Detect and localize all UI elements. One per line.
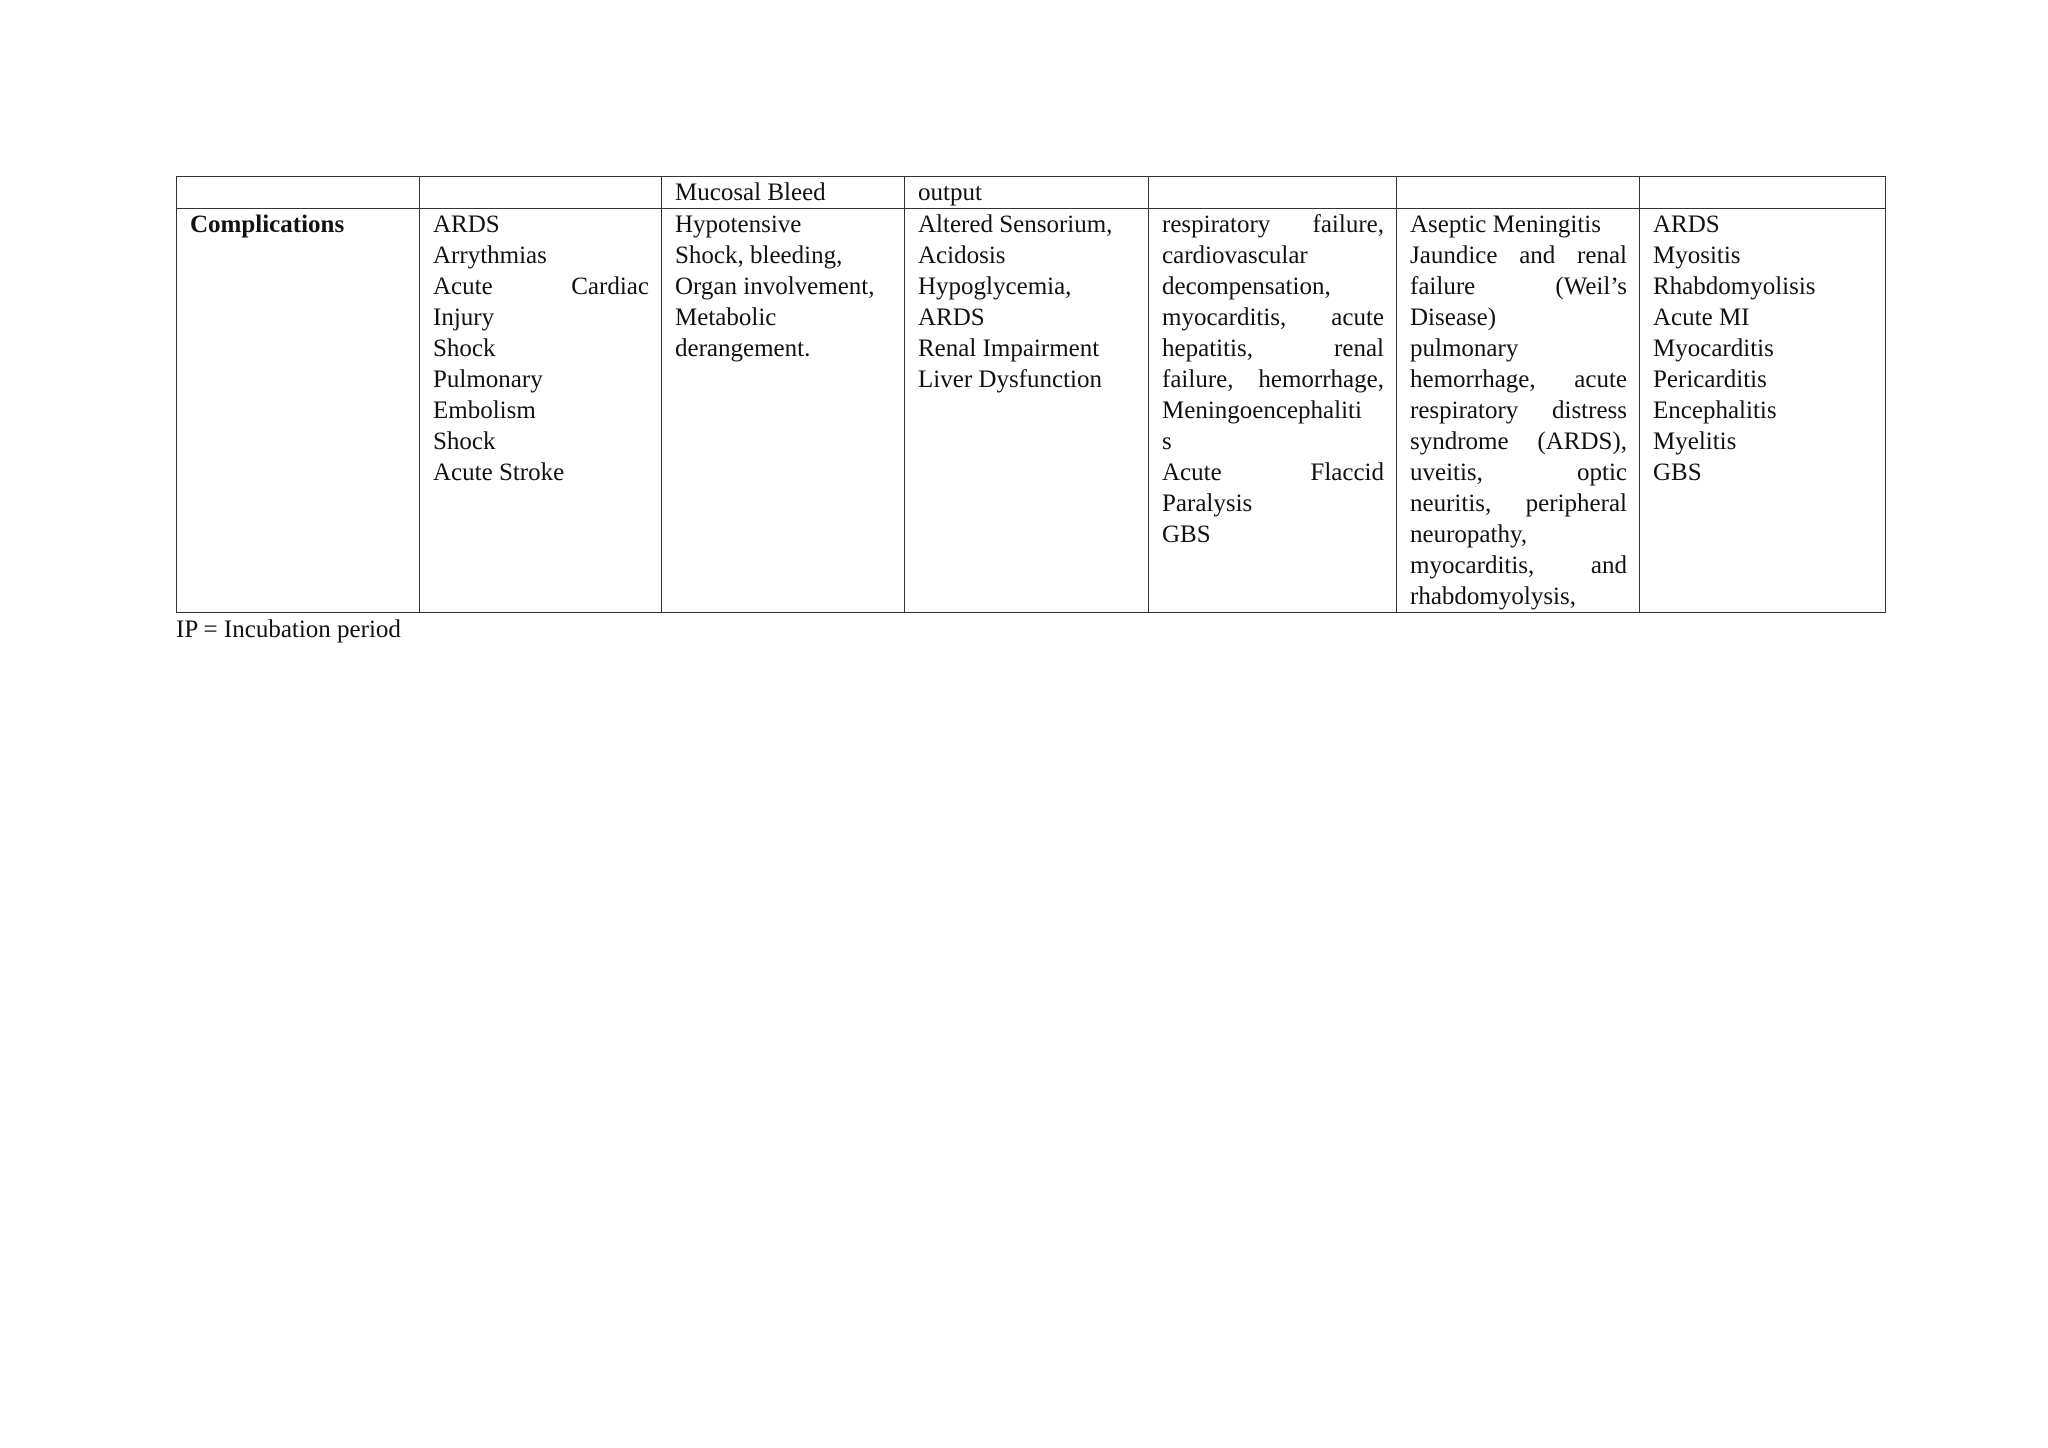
table-cell <box>662 177 905 209</box>
cell-text-line: Acute Stroke <box>433 459 565 486</box>
cell-text-line: Hypoglycemia, <box>918 273 1072 300</box>
cell-text-line: rhabdomyolysis, <box>1410 583 1576 610</box>
table-row-continuation <box>177 177 1886 209</box>
cell-text-line: Shock <box>433 335 496 362</box>
cell-text-line: derangement. <box>675 335 811 362</box>
table-cell <box>1149 209 1397 613</box>
cell-text-line: pulmonary <box>1410 335 1519 362</box>
table-row-complications <box>177 209 1886 613</box>
cell-text-line: ARDS <box>918 304 985 331</box>
cell-text-line: failure (Weil’s <box>1410 273 1627 300</box>
cell-text-line: Injury <box>433 304 495 331</box>
cell-text-line: myocarditis, acute <box>1162 304 1384 331</box>
cell-text-line: ARDS <box>433 211 500 238</box>
cell-text-line: Jaundice and renal <box>1410 242 1627 269</box>
cell-text-line: Aseptic Meningitis <box>1410 211 1601 238</box>
cell-text-line: ARDS <box>1653 211 1720 238</box>
cell-text-line: cardiovascular <box>1162 242 1308 269</box>
cell-text-line: respiratory distress <box>1410 397 1627 424</box>
cell-text-line: GBS <box>1653 459 1702 486</box>
cell-text-line: Pericarditis <box>1653 366 1767 393</box>
cell-text-line: Acidosis <box>918 242 1006 269</box>
cell-text-line: Shock <box>433 428 496 455</box>
footnote: IP = Incubation period <box>176 616 401 643</box>
cell-text-line: Liver Dysfunction <box>918 366 1102 393</box>
cell-text-line: Disease) <box>1410 304 1497 331</box>
cell-text-line: Meningoencephaliti <box>1162 397 1362 424</box>
table-cell <box>420 177 662 209</box>
cell-text-line: syndrome (ARDS), <box>1410 428 1627 455</box>
table-cell <box>420 209 662 613</box>
row-header-label: Complications <box>190 211 345 238</box>
cell-text-line: Myocarditis <box>1653 335 1774 362</box>
table-cell <box>905 209 1149 613</box>
cell-text-line: Metabolic <box>675 304 777 331</box>
table-cell <box>1397 209 1640 613</box>
cell-text-line: myocarditis, and <box>1410 552 1627 579</box>
row-header-cell <box>177 177 420 209</box>
cell-text-line: uveitis, optic <box>1410 459 1627 486</box>
cell-text-line: neuropathy, <box>1410 521 1528 548</box>
cell-text-line: Arrythmias <box>433 242 547 269</box>
cell-text-line: GBS <box>1162 521 1211 548</box>
cell-text-line: Encephalitis <box>1653 397 1777 424</box>
table-cell <box>1397 177 1640 209</box>
cell-text-line: hemorrhage, acute <box>1410 366 1627 393</box>
cell-text-line: Acute Cardiac <box>433 273 649 300</box>
cell-text-line: Paralysis <box>1162 490 1253 517</box>
cell-text-line: Pulmonary <box>433 366 543 393</box>
table-cell <box>905 177 1149 209</box>
cell-text-line: neuritis, peripheral <box>1410 490 1627 517</box>
cell-text-line: decompensation, <box>1162 273 1331 300</box>
cell-text-line: Renal Impairment <box>918 335 1100 362</box>
table-cell <box>1149 177 1397 209</box>
cell-text-line: Myositis <box>1653 242 1741 269</box>
table-cell <box>1640 177 1886 209</box>
cell-text-line: Acute MI <box>1653 304 1750 331</box>
cell-text-line: Mucosal Bleed <box>675 179 826 206</box>
cell-text-line: Myelitis <box>1653 428 1737 455</box>
cell-text-line: respiratory failure, <box>1162 211 1384 238</box>
cell-text-line: Organ involvement, <box>675 273 875 300</box>
complications-table <box>176 176 1886 613</box>
table-body <box>177 177 1886 613</box>
cell-text-line: Rhabdomyolisis <box>1653 273 1816 300</box>
cell-text-line: Acute Flaccid <box>1162 459 1384 486</box>
cell-text-line: Altered Sensorium, <box>918 211 1113 238</box>
cell-text-line: Hypotensive <box>675 211 802 238</box>
table-cell <box>662 209 905 613</box>
cell-text-line: hepatitis, renal <box>1162 335 1384 362</box>
cell-text-line: Embolism <box>433 397 536 424</box>
row-header-cell <box>177 209 420 613</box>
cell-text-line: failure, hemorrhage, <box>1162 366 1384 393</box>
cell-text-line: s <box>1162 428 1172 455</box>
table-cell <box>1640 209 1886 613</box>
cell-text-line: output <box>918 179 982 206</box>
cell-text-line: Shock, bleeding, <box>675 242 843 269</box>
